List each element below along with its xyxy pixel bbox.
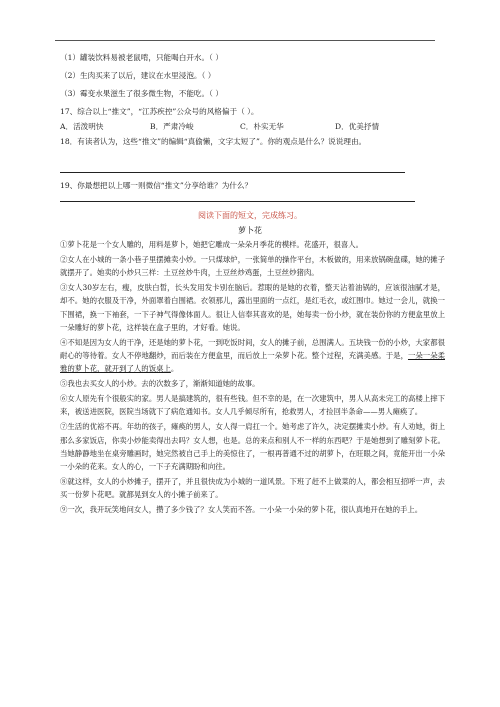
paragraph-text: ⑦生活的优裕不再。年幼的孩子，瘫痪的男人，女人得一肩扛一个。她考虑了许久，决定摆摊卖小炒。有人劝她，街上那么多家饭店，你卖小炒能卖得出去吗？女人想，也是。总的来点和别人不一样的东西吧？于是她想到了雕刻萝卜花。当她静静地坐在桌旁雕画时，她完然被自己手上的美惊住了，一根再普通不过的胡萝卜，在旺眼之间，竟能开出一小朵一小朵的花来。女人的心，一下子充满期盼和向往。 (60, 422, 445, 472)
paragraph-2 (60, 253, 445, 279)
paragraph-text: ⑨一次，我开玩笑地问女人，攒了多少钱了？女人笑而不答。一小朵一小朵的萝卜花，很认真地开在她的手上。 (60, 505, 423, 515)
paragraph-text: 。 (170, 364, 179, 374)
question-17: 17、综合以上“推文”，“江苏疾控”公众号的风格偏于（ ）。 (60, 107, 259, 116)
paragraph-text: ⑧就这样，女人的小炒摊子，摆开了，并且很快成为小城的一道风景。下班了赶不上做菜的人，都会相互招呼一声，去买一份萝卜花吧。就都晃到女人的小摊子前来了。 (60, 477, 445, 500)
paragraph-5 (60, 377, 445, 390)
paragraph-text: ⑤我也去买女人的小炒。去的次数多了，渐渐知道她的故事。 (60, 379, 260, 389)
paragraph-8 (60, 475, 445, 501)
paragraph-4 (60, 336, 445, 376)
paragraph-text: ⑥女人原先有个很般实的家。男人是搞建筑的，很有些钱。但不幸的是，在一次建筑中，男人从高未完工的高楼上摔下来，被送进医院，医院当场就下了病危通知书。女人几乎倾尽所有，抢救男人，才捡回半条命——男人瘫痪了。 (60, 394, 445, 417)
statement-2: （2）生肉买来了以后，建议在水里浸泡。（ ） (60, 71, 216, 80)
answer-line-19 (60, 201, 415, 202)
choice-d: D．优美抒情 (335, 122, 380, 131)
question-19: 19、你最想把以上哪一则微信“推文”分享给谁？为什么？ (60, 181, 253, 190)
paragraph-3 (60, 281, 445, 334)
story-body (60, 238, 445, 518)
paragraph-text: ④不知是因为女人的干净，还是她的萝卜花，一到吃饭时间，女人的摊子前，总围满人。五块钱一份的小炒，大家都很耐心的等待着。女人不停地翻炒，而后装在方便盒里，而后放上一朵萝卜花。整个过程，充满美感。于是， (60, 337, 445, 361)
paragraph-7 (60, 420, 445, 473)
choice-b: B．严肃冷峻 (150, 122, 194, 131)
statement-1: （1）罐装饮料易被老鼠啃，只能喝白开水。（ ） (60, 53, 223, 62)
choice-c: C．朴实无华 (240, 122, 284, 131)
paragraph-1 (60, 238, 445, 251)
story-title: 萝卜花 (238, 226, 262, 235)
paragraph-text: ②女人在小城的一条小巷子里摆摊卖小炒。一只煤球炉，一张简单的操作平台，木板做的，用来放锅碗盘碟，她的摊子就摆开了。她卖的小炒只三样：土豆丝炒牛肉，土豆丝炒鸡蛋，土豆丝炒猪肉。 (60, 255, 445, 278)
paragraph-6 (60, 392, 445, 418)
paragraph-9 (60, 503, 445, 516)
statement-3: （3）霉变水果滋生了很多微生物，不能吃。（ ） (60, 89, 223, 98)
top-divider (55, 40, 435, 41)
paragraph-text: ③女人30岁左右，瘦，皮肤白皙，长头发用发卡别在脑后。惹眼的是她的衣着，整天沾着油锅的，应该很油腻才是，却不。她的衣服及干净，外面罩着白围裙。衣领那儿，露出里面的一点红，是红毛衣，或红围巾。她过一会儿，就换一下围裙，换一下袖套，一下子神气得像体面人。很让人信奉其喜欢的是，她每卖一份小炒，就在装份你的方便盒里放上一朵雕好的萝卜花，这样装在盒子里的，才好看。她说。 (60, 283, 445, 332)
section-title: 阅读下面的短文，完成练习。 (198, 211, 302, 220)
answer-line-18 (60, 172, 405, 173)
underlined-sentence: 一朵一朵柔雅的萝卜花，就开到了人的饭桌上 (60, 351, 445, 374)
paragraph-text: ①萝卜花是一个女人雕的，用料是萝卜，她把它雕成一朵朵月季花的模样。花盛开，很喜人。 (60, 240, 364, 249)
choice-a: A．活泼明快 (60, 122, 104, 131)
question-18: 18．有读者认为，这些“推文”的编辑“真偷懒，文字太短了”。你的观点是什么？说说理由。 (60, 137, 367, 146)
